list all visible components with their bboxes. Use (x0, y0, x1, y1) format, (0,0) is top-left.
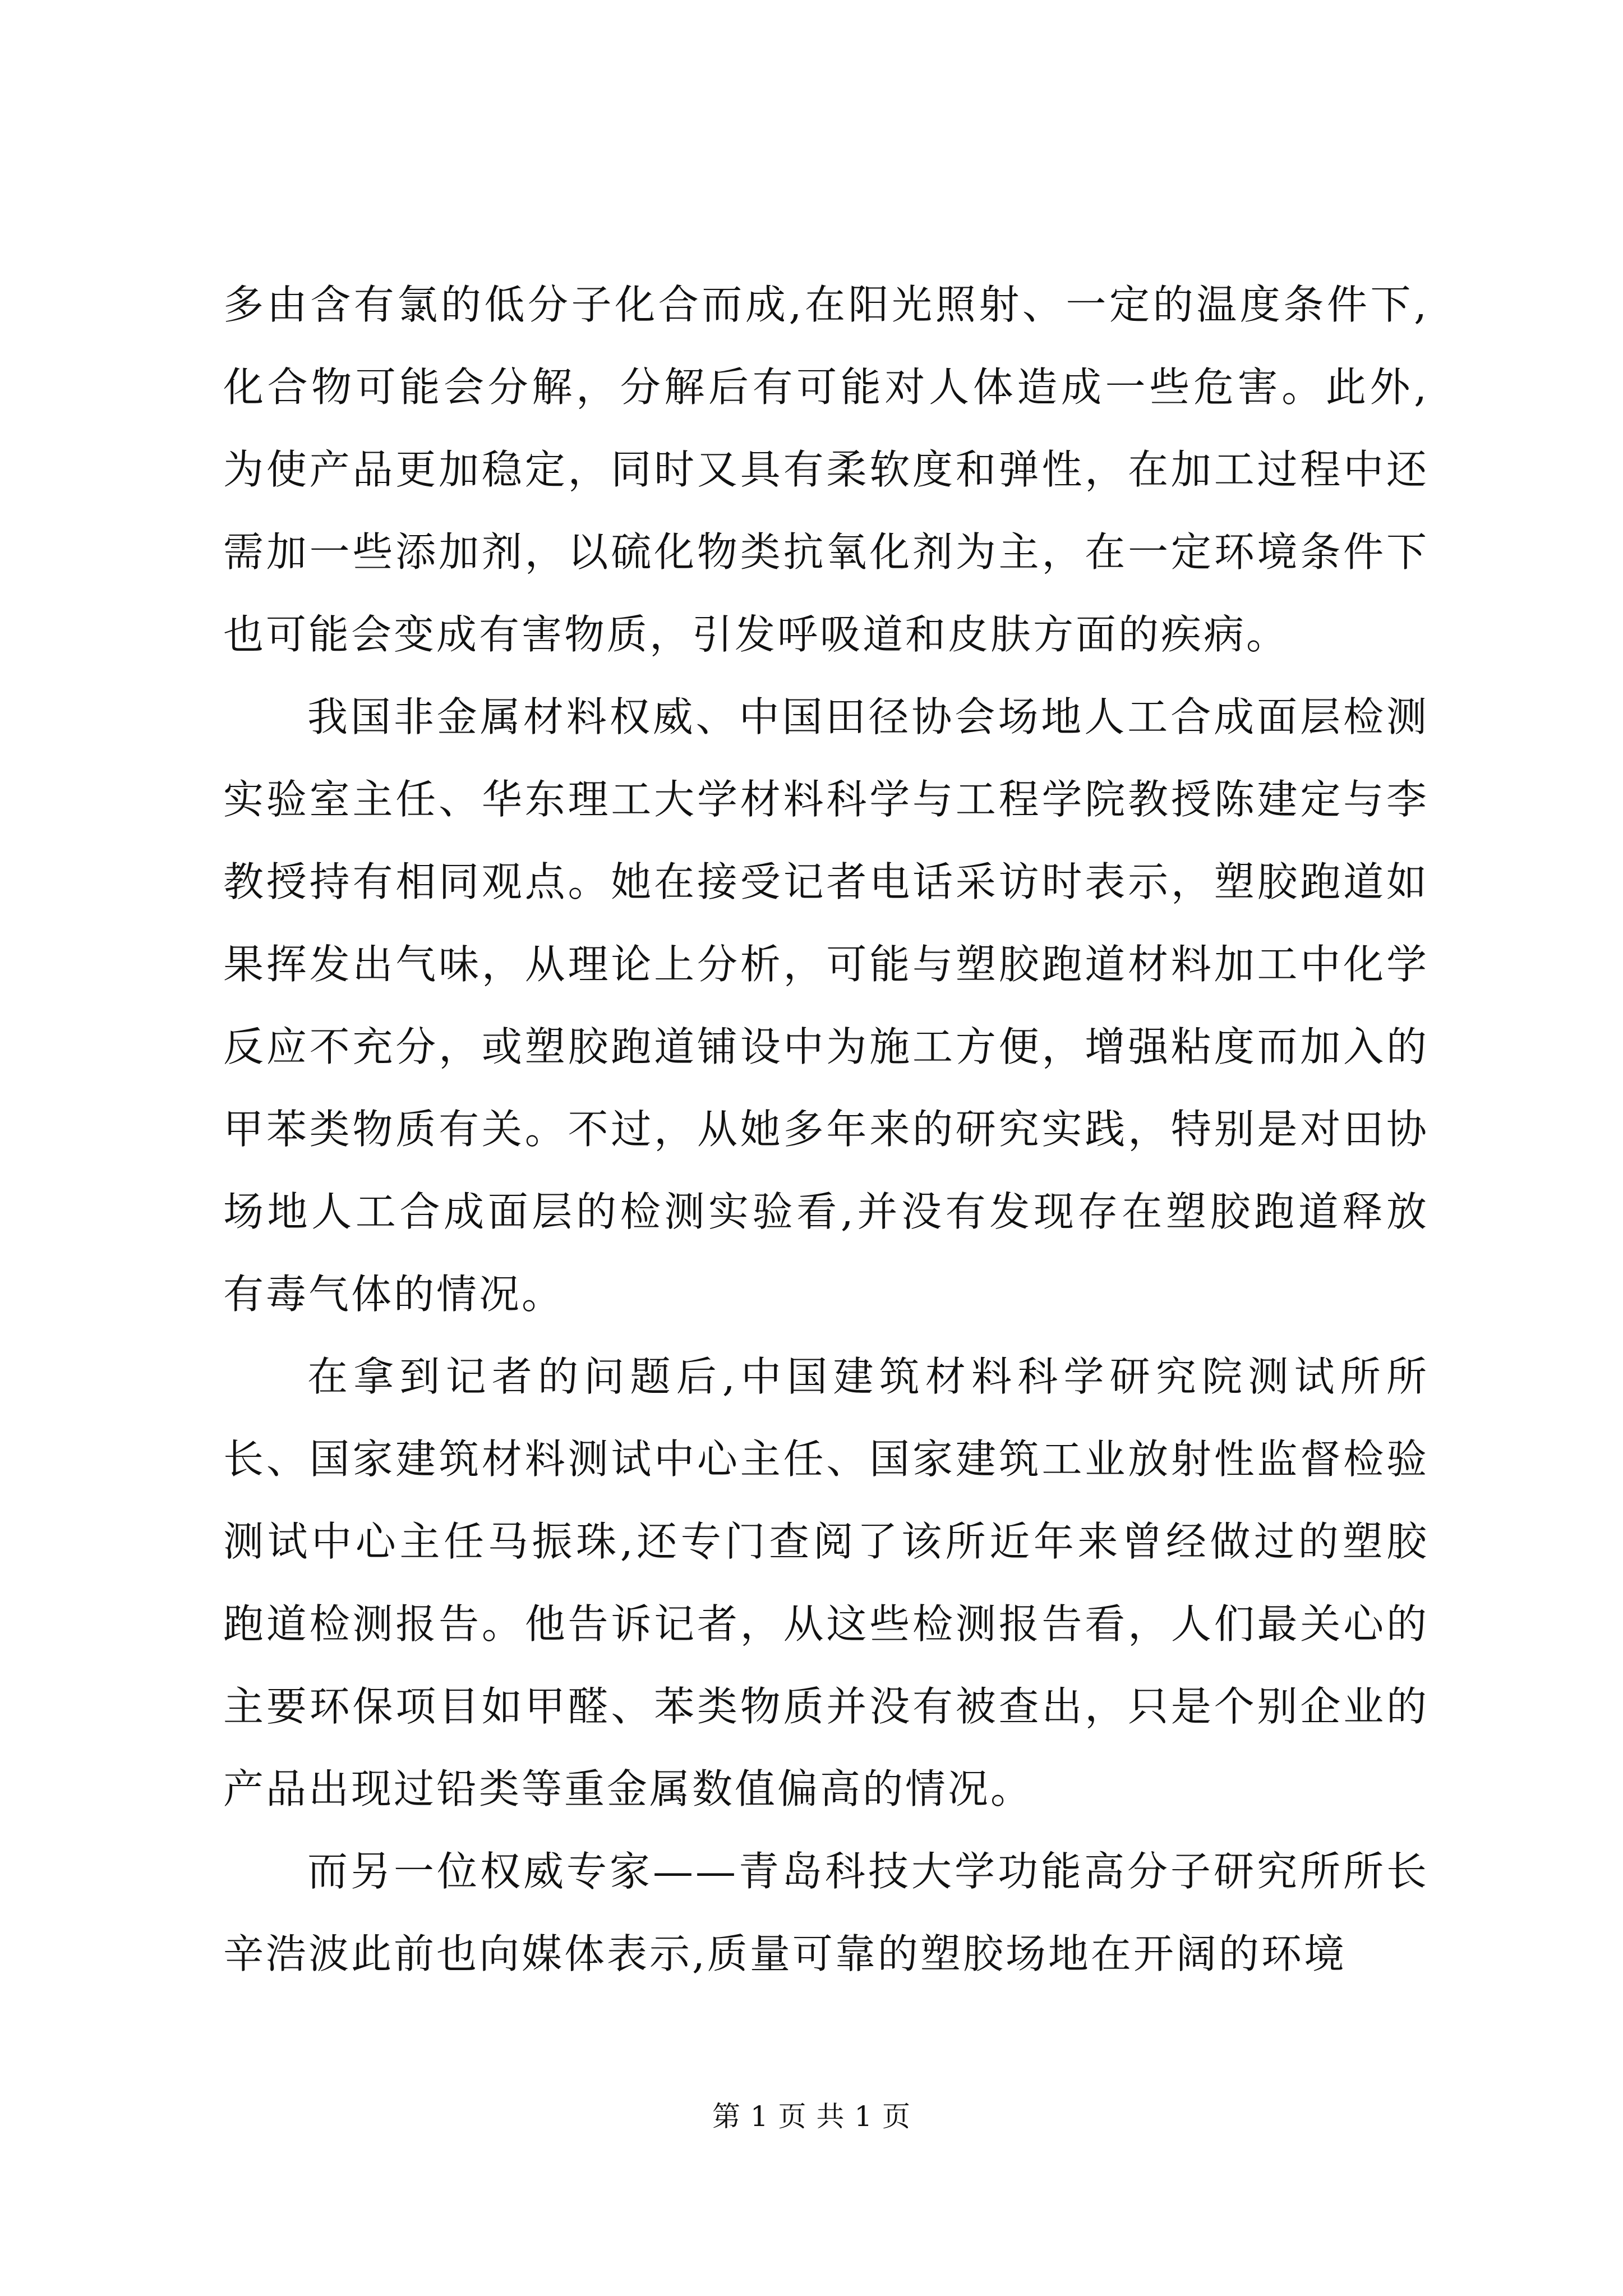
page-footer: 第 1 页 共 1 页 (712, 2100, 911, 2133)
paragraph-1: 多由含有氯的低分子化合而成,在阳光照射、一定的温度条件下,化合物可能会分解，分解后有可能对人体造成一些危害。此外,为使产品更加稳定，同时又具有柔软度和弹性，在加工过程中还需加一些添加剂，以硫化物类抗氧化剂为主，在一定环境条件下也可能会变成有害物质，引发呼吸道和皮肤方面的疾病。 (223, 281, 1429, 658)
paragraph-4: 而另一位权威专家——青岛科技大学功能高分子研究所所长辛浩波此前也向媒体表示,质量可靠的塑胶场地在开阔的环境 (223, 1848, 1429, 1977)
paragraph-3: 在拿到记者的问题后,中国建筑材料科学研究院测试所所长、国家建筑材料测试中心主任、国家建筑工业放射性监督检验测试中心主任马振珠,还专门查阅了该所近年来曾经做过的塑胶跑道检测报告。他告诉记者，从这些检测报告看，人们最关心的主要环保项目如甲醛、苯类物质并没有被查出，只是个别企业的产品出现过铅类等重金属数值偏高的情况。 (223, 1353, 1429, 1812)
paragraph-2: 我国非金属材料权威、中国田径协会场地人工合成面层检测实验室主任、华东理工大学材料科学与工程学院教授陈建定与李教授持有相同观点。她在接受记者电话采访时表示，塑胶跑道如果挥发出气味，从理论上分析，可能与塑胶跑道材料加工中化学反应不充分，或塑胶跑道铺设中为施工方便，增强粘度而加入的甲苯类物质有关。不过，从她多年来的研究实践，特别是对田协场地人工合成面层的检测实验看,并没有发现存在塑胶跑道释放有毒气体的情况。 (223, 693, 1429, 1318)
document-body (223, 264, 1429, 1995)
